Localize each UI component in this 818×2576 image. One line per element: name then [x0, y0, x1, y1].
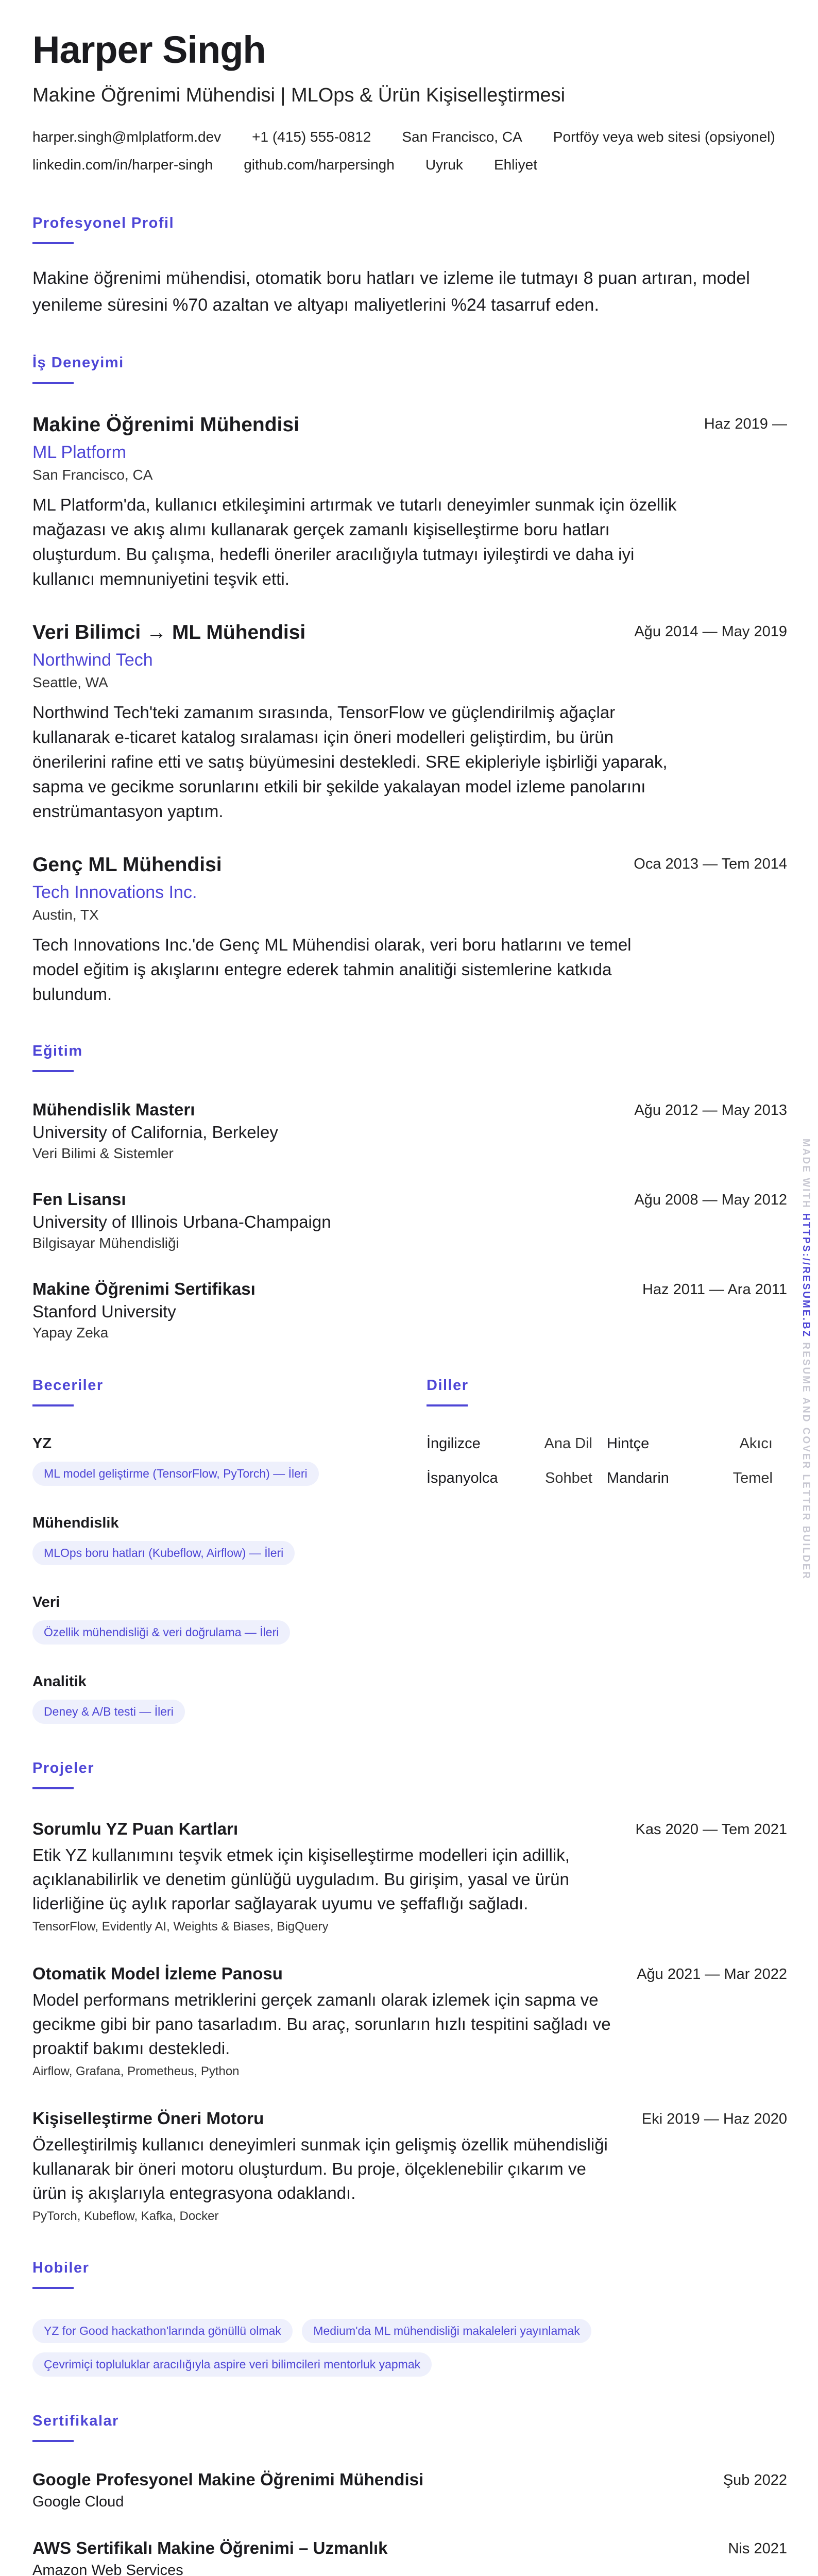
- project-title: Otomatik Model İzleme Panosu: [32, 1964, 283, 1983]
- skill-pill: Deney & A/B testi — İleri: [32, 1700, 185, 1724]
- job-description: Tech Innovations Inc.'de Genç ML Mühendisi olarak, veri boru hatlarını ve temel model eğitim iş akışlarını entegre ederek tahmin analitiği sistemlerine katkıda bulundum.: [32, 935, 632, 1004]
- language-name: Mandarin: [607, 1470, 669, 1486]
- contact-nationality: Uyruk: [425, 157, 463, 173]
- education-entry: [32, 1190, 787, 1251]
- job-company: ML Platform: [32, 443, 127, 462]
- contact-location: San Francisco, CA: [402, 129, 522, 145]
- contact-email[interactable]: harper.singh@mlplatform.dev: [32, 129, 221, 145]
- education-field: Bilgisayar Mühendisliği: [32, 1235, 179, 1251]
- job-description: Northwind Tech'teki zamanım sırasında, TensorFlow ve güçlendirilmiş ağaçlar kullanarak e-ticaret katalog sıralaması için öneri modelleri geliştirdim, bu ürün önerilerini rafine etti ve satış büyümesini destekledi. SRE ekipleriyle işbirliği yaparak, sapma ve gecikme sorunlarını etkili bir şekilde yakalayan model izleme panolarını enstrümantasyon yaptım.: [32, 703, 668, 821]
- project-description: Etik YZ kullanımını teşvik etmek için kişiselleştirme modelleri için adillik, açıklanabilirlik ve denetim günlüğü uyguladım. Bu girişim, yasal ve ürün liderliğine üç aylık raporlar sağlayarak uyumu ve şeffaflığı sağladı.: [32, 1845, 570, 1913]
- section-divider: [32, 2440, 74, 2442]
- project-date: Ağu 2021 — Mar 2022: [637, 1966, 787, 1982]
- profile-summary: Makine öğrenimi mühendisi, otomatik boru hatları ve izleme ile tutmayı 8 puan artıran, model yenileme süresini %70 azaltan ve altyapı maliyetlerini %24 tasarruf eden.: [32, 268, 750, 315]
- watermark-text: [800, 1139, 811, 1580]
- education-degree: Makine Öğrenimi Sertifikası: [32, 1279, 255, 1298]
- skill-category: YZ: [32, 1435, 52, 1452]
- project-title: Sorumlu YZ Puan Kartları: [32, 1819, 238, 1838]
- skill-pill: ML model geliştirme (TensorFlow, PyTorch) — İleri: [32, 1462, 319, 1486]
- education-degree: Mühendislik Masterı: [32, 1100, 195, 1119]
- section-divider: [32, 2287, 74, 2289]
- skill-category: Analitik: [32, 1673, 87, 1690]
- resume-page: [32, 28, 787, 2576]
- certification-entry: [32, 2470, 787, 2511]
- contact-linkedin[interactable]: linkedin.com/in/harper-singh: [32, 157, 213, 173]
- hobbies-section: [32, 2260, 787, 2377]
- section-title: İş Deneyimi: [32, 354, 124, 371]
- education-entry: [32, 1279, 787, 1341]
- job-title: Genç ML Mühendisi: [32, 854, 222, 876]
- candidate-name: Harper Singh: [32, 28, 266, 71]
- skills-section: [32, 1377, 427, 1724]
- language-level: Sohbet: [545, 1470, 592, 1486]
- project-description: Özelleştirilmiş kullanıcı deneyimleri sunmak için gelişmiş özellik mühendisliği kullanarak bir öneri motoru oluşturdum. Bu proje, ölçeklenebilir çıkarım ve ürün iş akışlarıyla entegrasyona odaklandı.: [32, 2135, 608, 2202]
- skills-languages-row: [32, 1377, 787, 1724]
- hobby-pill: YZ for Good hackathon'larında gönüllü olmak: [32, 2319, 293, 2343]
- contact-list: [32, 123, 787, 179]
- section-title: Beceriler: [32, 1377, 104, 1394]
- section-title: Projeler: [32, 1760, 94, 1776]
- profile-section: [32, 215, 787, 318]
- watermark-link[interactable]: HTTPS://RESUME.BZ: [800, 1213, 811, 1338]
- language-level: Temel: [732, 1470, 773, 1486]
- certification-name: AWS Sertifikalı Makine Öğrenimi – Uzmanlık: [32, 2538, 388, 2557]
- contact-github[interactable]: github.com/harpersingh: [244, 157, 395, 173]
- section-divider: [32, 382, 74, 384]
- education-institution: University of California, Berkeley: [32, 1123, 278, 1142]
- language-name: İspanyolca: [427, 1470, 498, 1486]
- section-title: Hobiler: [32, 2260, 90, 2276]
- builder-watermark: [796, 1139, 816, 1581]
- project-tech: TensorFlow, Evidently AI, Weights & Biases, BigQuery: [32, 1920, 329, 1934]
- education-date: Ağu 2012 — May 2013: [634, 1102, 787, 1118]
- project-entry: [32, 1819, 787, 1934]
- section-title: Eğitim: [32, 1043, 83, 1059]
- contact-license: Ehliyet: [493, 157, 537, 173]
- watermark-suffix: RESUME AND COVER LETTER BUILDER: [800, 1338, 811, 1581]
- language-name: İngilizce: [427, 1435, 481, 1452]
- education-degree: Fen Lisansı: [32, 1190, 126, 1209]
- education-entry: [32, 1100, 787, 1162]
- job-title: Veri Bilimci → ML Mühendisi: [32, 621, 306, 643]
- contact-phone[interactable]: +1 (415) 555-0812: [252, 129, 371, 145]
- language-level: Akıcı: [739, 1435, 773, 1452]
- certification-date: Nis 2021: [728, 2540, 787, 2557]
- job-date: Oca 2013 — Tem 2014: [634, 856, 787, 872]
- section-divider: [427, 1404, 468, 1406]
- headline: Makine Öğrenimi Mühendisi | MLOps & Ürün Kişiselleştirmesi: [32, 84, 566, 106]
- project-entry: [32, 1964, 787, 2079]
- job-location: San Francisco, CA: [32, 467, 153, 483]
- hobby-pill: Çevrimiçi topluluklar aracılığıyla aspire veri bilimcileri mentorluk yapmak: [32, 2352, 432, 2377]
- projects-section: [32, 1760, 787, 2224]
- certification-entry: [32, 2538, 787, 2576]
- job-entry: [32, 854, 787, 1007]
- job-entry: [32, 414, 787, 591]
- project-entry: [32, 2109, 787, 2224]
- education-institution: University of Illinois Urbana-Champaign: [32, 1212, 331, 1231]
- skill-pill: MLOps boru hatları (Kubeflow, Airflow) — İleri: [32, 1541, 295, 1565]
- job-company: Northwind Tech: [32, 650, 153, 670]
- project-title: Kişiselleştirme Öneri Motoru: [32, 2109, 264, 2128]
- languages-grid: [427, 1435, 787, 1487]
- language-name: Hintçe: [607, 1435, 650, 1452]
- job-date: Haz 2019 —: [704, 416, 787, 432]
- languages-section: [427, 1377, 787, 1724]
- certification-org: Google Cloud: [32, 2494, 124, 2510]
- job-title: Makine Öğrenimi Mühendisi: [32, 414, 299, 436]
- experience-section: [32, 354, 787, 1007]
- job-location: Seattle, WA: [32, 674, 108, 690]
- certification-name: Google Profesyonel Makine Öğrenimi Mühendisi: [32, 2470, 424, 2489]
- job-entry: [32, 621, 787, 824]
- language-level: Ana Dil: [544, 1435, 592, 1452]
- project-tech: PyTorch, Kubeflow, Kafka, Docker: [32, 2209, 219, 2223]
- project-tech: Airflow, Grafana, Prometheus, Python: [32, 2064, 240, 2078]
- section-divider: [32, 242, 74, 244]
- job-company: Tech Innovations Inc.: [32, 883, 197, 902]
- skill-pill: Özellik mühendisliği & veri doğrulama — İleri: [32, 1620, 290, 1645]
- section-divider: [32, 1787, 74, 1789]
- education-field: Yapay Zeka: [32, 1325, 109, 1341]
- job-date: Ağu 2014 — May 2019: [634, 623, 787, 640]
- education-date: Haz 2011 — Ara 2011: [642, 1281, 787, 1298]
- watermark-prefix: MADE WITH: [800, 1139, 811, 1214]
- job-location: Austin, TX: [32, 907, 99, 923]
- section-title: Profesyonel Profil: [32, 215, 175, 231]
- skill-category: Mühendislik: [32, 1515, 119, 1531]
- section-divider: [32, 1404, 74, 1406]
- education-institution: Stanford University: [32, 1302, 176, 1321]
- education-section: [32, 1043, 787, 1341]
- skill-category: Veri: [32, 1594, 60, 1611]
- section-divider: [32, 1070, 74, 1072]
- certification-date: Şub 2022: [723, 2472, 787, 2488]
- education-field: Veri Bilimi & Sistemler: [32, 1145, 174, 1161]
- job-description: ML Platform'da, kullanıcı etkileşimini artırmak ve tutarlı deneyimler sunmak için özellik mağazası ve akış alımı kullanarak gerçek zamanlı kişiselleştirme boru hatları oluşturdum. Bu çalışma, hedefli öneriler aracılığıyla tutmayı iyileştirdi ve daha iyi kullanıcı memnuniyetini teşvik etti.: [32, 495, 677, 588]
- section-title: Sertifikalar: [32, 2413, 119, 2429]
- project-date: Kas 2020 — Tem 2021: [635, 1821, 787, 1838]
- section-title: Diller: [427, 1377, 469, 1394]
- education-date: Ağu 2008 — May 2012: [634, 1192, 787, 1208]
- project-date: Eki 2019 — Haz 2020: [641, 2111, 787, 2127]
- project-description: Model performans metriklerini gerçek zamanlı olarak izlemek için sapma ve gecikme gibi bir pano tasarladım. Bu araç, sorunların hızlı tespitini sağladı ve proaktif bakımı destekledi.: [32, 1990, 611, 2058]
- hobby-pill: Medium'da ML mühendisliği makaleleri yayınlamak: [302, 2319, 591, 2343]
- hobbies-list: [32, 2310, 787, 2377]
- certifications-section: [32, 2413, 787, 2576]
- certification-org: Amazon Web Services: [32, 2562, 183, 2576]
- contact-portfolio[interactable]: Portföy veya web sitesi (opsiyonel): [553, 129, 775, 145]
